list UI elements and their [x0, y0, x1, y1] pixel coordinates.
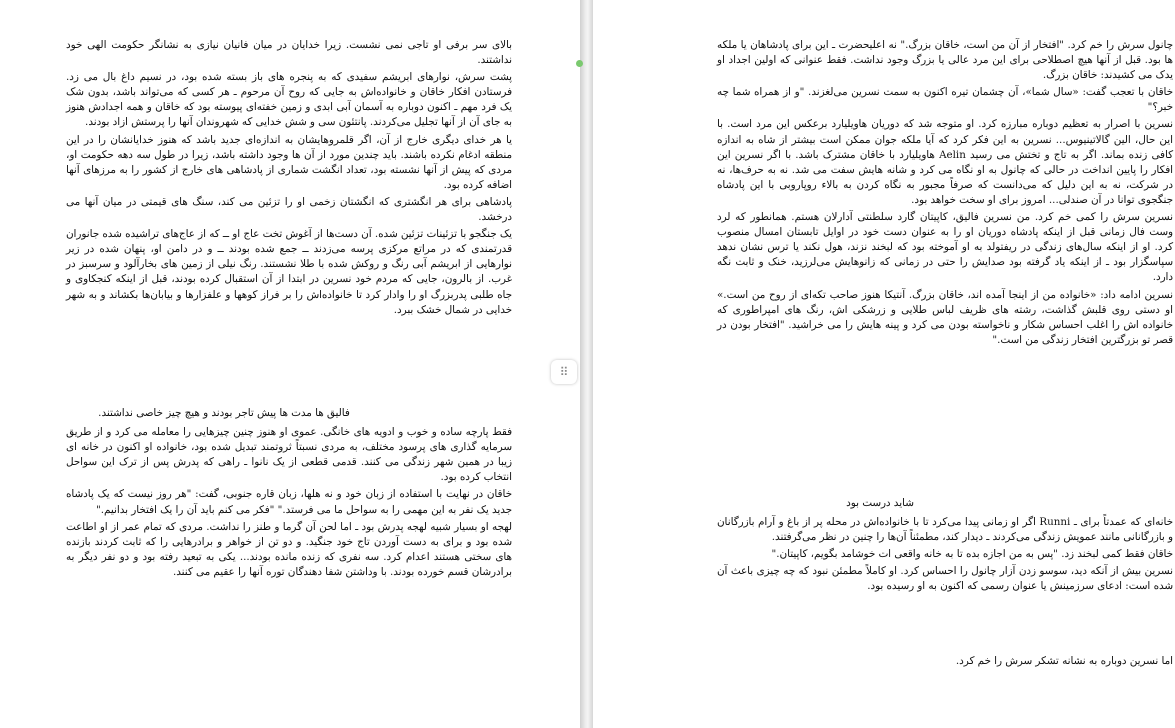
paragraph: خاقان فقط کمی لبخند زد. "پس به من اجازه بده تا به خانه واقعی ات خوشامد بگویم، کاپیتان.": [771, 548, 1173, 561]
paragraph: بالای سر برفی او تاجی نمی نشست. زیرا خدایان در میان فانیان نیازی به نشانگر حکومت الهی خود نداشتند.: [66, 39, 512, 67]
paragraph: نسرین با اصرار به تعظیم دوباره مبارزه کرد. او متوجه شد که دوریان هاویلیارد برعکس این مرد است. با این حال، الین گالاتینیوس... نسرین به این فکر کرد که آیا ملکه جوان ممکن است بیشتر از شاه به اندازه کافی زنده بماند. اگر به تاج و تختش می رسید Aelin هاویلیارد با خاقان مشترک باشد. با اگر نسرین این افکار را پایین انداخت در حالی که چانول به او نگاه می کرد و شانه هایش سفت می شد. نه به حرف‌ها، نه در شرکت، نه به این دلیل که می‌دانست که صرفاً مجبور به نگاه کردن به بالاء روپاروبی با این پادشاه جنگجوی توانا در آن صندلی... امروز برای او سخت خواهد بود.: [717, 118, 1173, 206]
paragraph: فقط پارچه ساده و خوب و ادویه های خانگی. عموی او هنوز چنین چیزهایی را معامله می کرد و از طریق سرمایه گذاری های پرسود مختلف، به مردی نسبتاً ثروتمند تبدیل شده بود، خانواده او اکنون در خانه ای زیبا در همین شهر زندگی می کنند. قدمی قطعی از یک نانوا ـ راهی که پدرش پس از ترک این سواحل انتخاب کرده بود.: [66, 426, 512, 484]
left-text-block-1: [66, 38, 512, 320]
status-dot-icon: [576, 60, 583, 67]
paragraph: خانه‌ای که عمدتاً برای ـ Runni اگر او زمانی پیدا می‌کرد تا با خانواده‌اش در محله پر از باغ و آرام بازرگانان و بازرگانانی مانند عمویش زندگی می‌کردند ـ دیدار کند، مطمئناً آن‌ها را چنین در نظر می‌گرفتند.: [717, 516, 1173, 544]
right-text-block-2: [717, 496, 1173, 597]
drag-handle-icon[interactable]: ⠿: [551, 360, 577, 384]
left-text-block-2: [66, 406, 512, 582]
paragraph: خاقان در نهایت با استفاده از زبان خود و نه هلها، زبان قاره جنوبی، گفت: "هر روز نیست که یک پادشاه جدید یک نفر به این مهمی را به سواحل ما می فرستد." "فکر می کنم باید آن را یک افتخار بدانیم.": [66, 488, 512, 516]
right-text-block-1: [717, 38, 1173, 350]
paragraph: خاقان با تعجب گفت: «سال شما»، آن چشمان تیره اکنون به سمت نسرین می‌لغزند. "و از همراه شما چه خبر؟": [717, 86, 1173, 114]
paragraph: نسرین سرش را کمی خم کرد. من نسرین فالیق، کاپیتان گارد سلطنتی آدارلان هستم. همانطور که لرد وست فال زمانی قبل از اینکه پادشاه دوریان او را به عنوان دست خود در اوایل تابستان امسال منصوب کرد. او از اینکه سال‌های زندگی در ریفتولد به او آموخته بود که لبخند نزند، هول نکند یا ترس نشان ندهد سپاسگزار بود ـ از اینکه یاد گرفته بود صدایش را حتی در زمانی که زانوهایش می‌لرزید، خنک و ثابت نگه دارد.: [717, 211, 1173, 284]
paragraph: یک جنگجو با تزئینات تزئین شده. آن دست‌ها از آغوش تخت عاج او ــ که از عاج‌های تراشیده شده جانوران قدرتمندی که در مراتع مرکزی پرسه می‌زدند ــ جمع شده بودند ــ و در دامن او، پنهان شده در زیر نوارهایی از ابریشم آبی رنگ و روکش شده با طلا نشستند. رنگ نیلی از زمین های بخارآلود و سرسبز در غرب. از بالرون، جایی که مردم خود نسرین در ابتدا از آن استقبال کرده بودند، قبل از اینکه کنجکاوی و جاه طلبی پدربزرگ او را وادار کرد تا خانواده‌اش را بر فراز کوهها و علفزارها و بیابان‌ها بکشاند و به شهر خدایی در شمال خشک ببرد.: [66, 228, 512, 316]
paragraph: اما نسرین دوباره به نشانه تشکر سرش را خم کرد.: [955, 655, 1173, 667]
section-heading: فالیق ها مدت ها پیش تاجر بودند و هیچ چیز خاصی نداشتند.: [98, 407, 350, 419]
left-page: [0, 0, 580, 728]
right-text-block-3: [717, 654, 1173, 671]
page-gutter: [580, 0, 593, 728]
paragraph: یا هر خدای دیگری خارج از آن، اگر قلمروهایشان به اندازه‌ای جدید باشد که هنوز خدایانشان را در این منطقه ادغام نکرده باشند. باید چندین مورد از آن ها وجود داشته باشد، زیرا در طول سه دهه حکومت او، مردی که پیش از آنها نشسته بود، تعداد انگشت شماری از پادشاهی های خارج از کشور را به مرزهای آنها اضافه کرده بود.: [66, 133, 512, 191]
right-page: [593, 0, 1175, 728]
paragraph: نسرین ادامه داد: «خانواده من از اینجا آمده اند، خاقان بزرگ. آنتیکا هنوز صاحب تکه‌ای از روح من است.» او دستی روی قلبش گذاشت، رشته های ظریف لباس طلایی و زرشکی اش، رنگ های امپراطوری که خانواده اش را اغلب احساس شکار و ناخواسته بودن می کرد و پینه هایش را می خراشید. "افتخار بودن در قصر تو بزرگترین افتخار زندگی من است.": [717, 288, 1173, 346]
paragraph: چانول سرش را خم کرد. "افتخار از آن من است، خاقان بزرگ." نه اعلیحضرت ـ این برای پادشاهان یا ملکه ها بود. قبل از آنها هیچ اصطلاحی برای این مرد عالی یا بزرگ وجود نداشت. فقط عنوانی که اولین اجداد او یدک می کشیدند: خاقان بزرگ.: [717, 39, 1173, 82]
paragraph: پشت سرش، نوارهای ابریشم سفیدی که به پنجره های باز بسته شده بود، در نسیم داغ بال می زد. فرستادن افکار خاقان و خانواده‌اش به جایی که روح آن مرحوم ـ هر کسی که می‌تواند باشد، بدون شک یک فرد مهم ـ اکنون دوباره به آسمان آبی ابدی و زمین خفته‌ای پیوسته بود که خاقان و همه اجدادش هنوز به جای آن از آنها تجلیل می‌کردند. پانتئون سی و شش خدایی که شهروندان آنها را پرستش ازاد بودند.: [66, 71, 512, 129]
section-heading: شاید درست بود: [846, 497, 914, 509]
paragraph: نسرین بیش از آنکه دید، سوسو زدن آزار چانول را احساس کرد. او کاملاً مطمئن نبود که چه چیزی باعث آن شده است: ادعای سرزمینش یا عنوان رسمی که اکنون به او رسیده بود.: [717, 565, 1173, 593]
paragraph: لهجه او بسیار شبیه لهجه پدرش بود ـ اما لحن آن گرما و طنز را نداشت. مردی که تمام عمر از او اطاعت شده بود و برای به دست آوردن تاج خود جنگید. و دو تن از خواهر و برادرهایی را که ثابت کردند بازنده های سختی هستند اعدام کرد. سه نفری که زنده مانده بودند... یکی به تبعید رفته بود و دو نفر دیگر به برادرشان قسم خورده بودند. با وداشتن شفا دهندگان توره آنها را عقیم می کنند.: [66, 520, 512, 578]
paragraph: پادشاهی برای هر انگشتری که انگشتان زخمی او را تزئین می کند، سنگ های قیمتی در میان آنها می درخشد.: [66, 195, 512, 224]
